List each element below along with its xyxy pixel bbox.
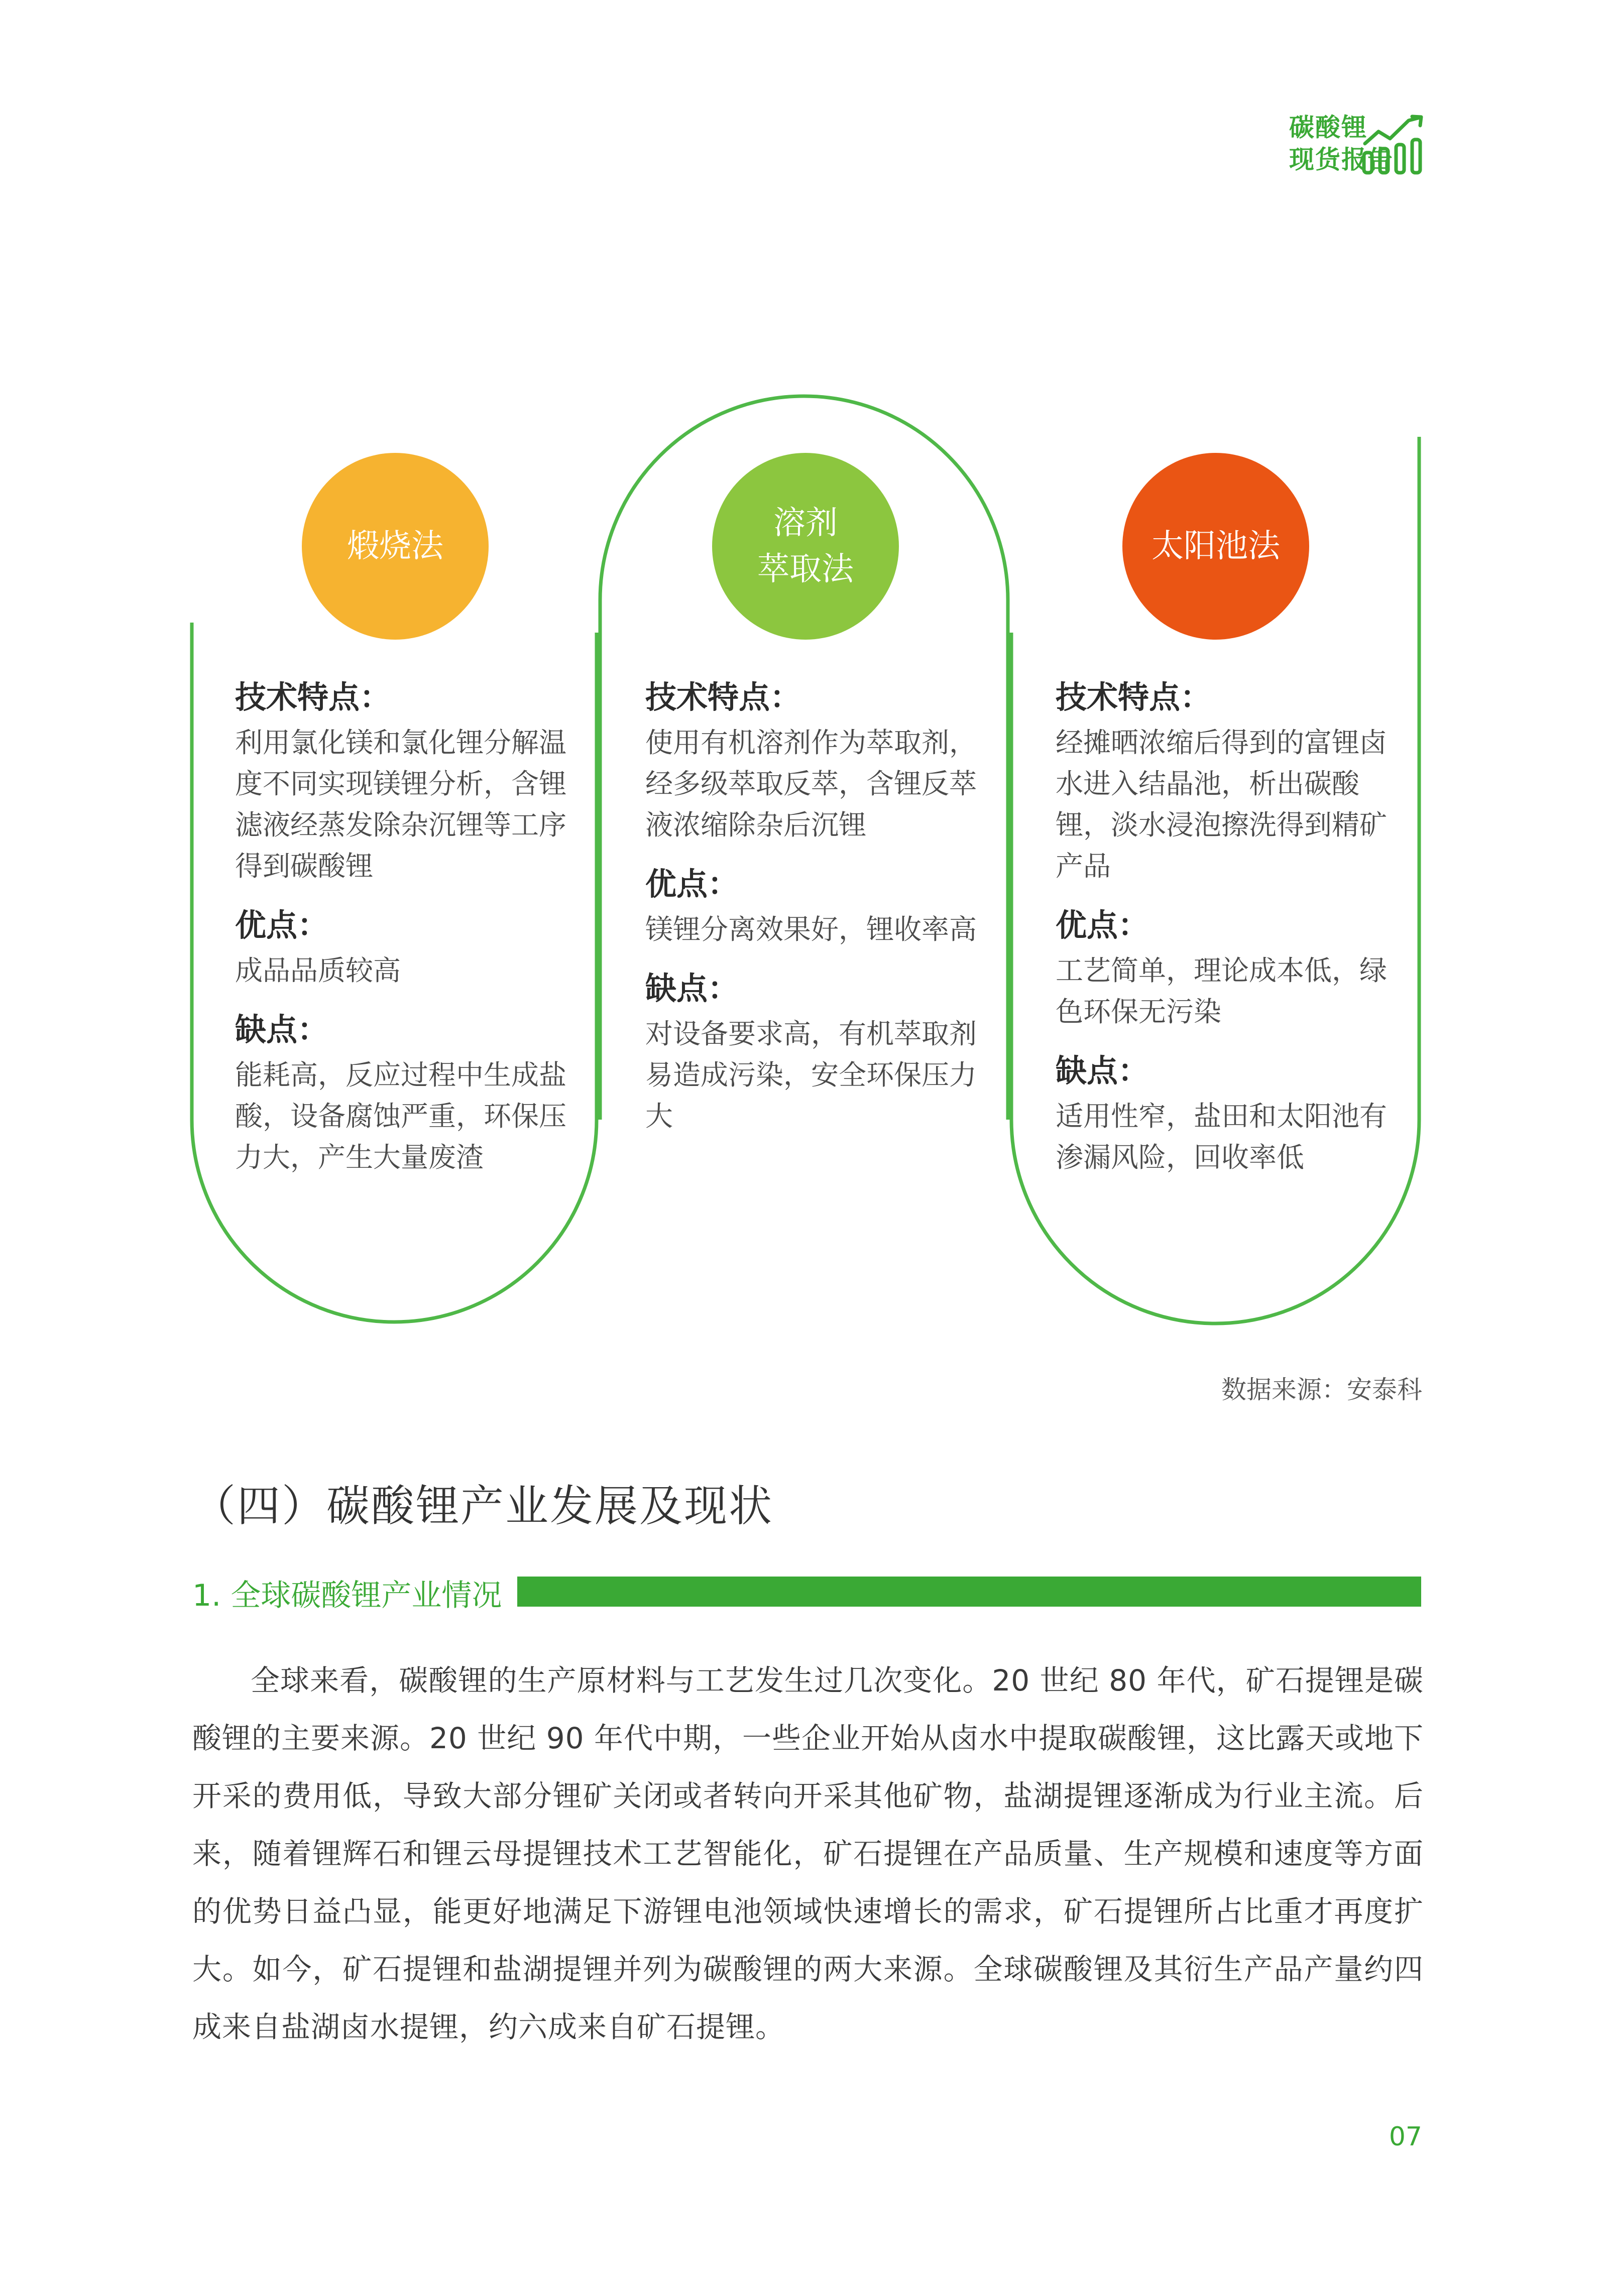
tech-label: 技术特点： [1056,679,1212,715]
method-details-calcination [235,677,577,1196]
method-circle-calcination [302,453,489,640]
method-circle-solar-pond [1122,453,1309,640]
tech-label: 技术特点： [645,679,801,715]
pros-text: 工艺简单，理论成本低，绿色环保无污染 [1056,954,1388,1028]
tech-label: 技术特点： [235,679,391,715]
brand-line-2: 现货报告 [1289,145,1394,174]
section-title: （四）碳酸锂产业发展及现状 [192,1481,773,1531]
method-title-line-1: 溶剂 [773,505,838,542]
subsection-title: 1. 全球碳酸锂产业情况 [192,1578,502,1613]
cons-text: 对设备要求高，有机萃取剂易造成污染，安全环保压力大 [645,1018,977,1132]
pros-text: 成品品质较高 [235,954,401,987]
method-details-solar-pond [1056,677,1397,1196]
method-circle-solvent-extraction [712,453,899,640]
cons-label: 缺点： [235,1011,329,1048]
brand-line-1: 碳酸锂 [1289,113,1367,142]
method-title: 煅烧法 [347,528,443,565]
subsection-bar [517,1577,1421,1607]
method-details-solvent-extraction [645,677,987,1155]
pros-label: 优点： [235,907,329,943]
body-paragraph: 全球来看，碳酸锂的生产原材料与工艺发生过几次变化。20 世纪 80 年代，矿石提锂是碳酸锂的主要来源。20 世纪 90 年代中期，一些企业开始从卤水中提取碳酸锂，这比露天或地下开采的费用低，导致大部分锂矿关闭或者转向开采其他矿物，盐湖提锂逐渐成为行业主流。后来，随着锂辉石和锂云母提锂技术工艺智能化，矿石提锂在产品质量、生产规模和速度等方面的优势日益凸显，能更好地满足下游锂电池领域快速增长的需求，矿石提锂所占比重才再度扩大。如今，矿石提锂和盐湖提锂并列为碳酸锂的两大来源。全球碳酸锂及其衍生产品产量约四成来自盐湖卤水提锂，约六成来自矿石提锂。 [192,1663,1424,2044]
cons-text: 适用性窄，盐田和太阳池有渗漏风险，回收率低 [1056,1100,1388,1173]
pros-label: 优点： [645,866,739,902]
method-title-line-2: 萃取法 [757,551,854,588]
cons-label: 缺点： [1056,1052,1149,1089]
method-title: 太阳池法 [1151,528,1280,565]
pros-label: 优点： [1056,907,1149,943]
tech-text: 利用氯化镁和氯化锂分解温度不同实现镁锂分析，含锂滤液经蒸发除杂沉锂等工序得到碳酸锂 [235,727,567,882]
cons-label: 缺点： [645,970,739,1007]
page-number: 07 [1389,2122,1422,2152]
cons-text: 能耗高，反应过程中生成盐酸，设备腐蚀严重，环保压力大，产生大量废渣 [235,1059,567,1173]
pros-text: 镁锂分离效果好，锂收率高 [645,913,977,945]
tech-text: 经摊晒浓缩后得到的富锂卤水进入结晶池，析出碳酸锂，淡水浸泡擦洗得到精矿产品 [1056,727,1388,882]
data-source: 数据来源：安泰科 [1221,1375,1422,1404]
tech-text: 使用有机溶剂作为萃取剂，经多级萃取反萃，含锂反萃液浓缩除杂后沉锂 [645,727,977,841]
